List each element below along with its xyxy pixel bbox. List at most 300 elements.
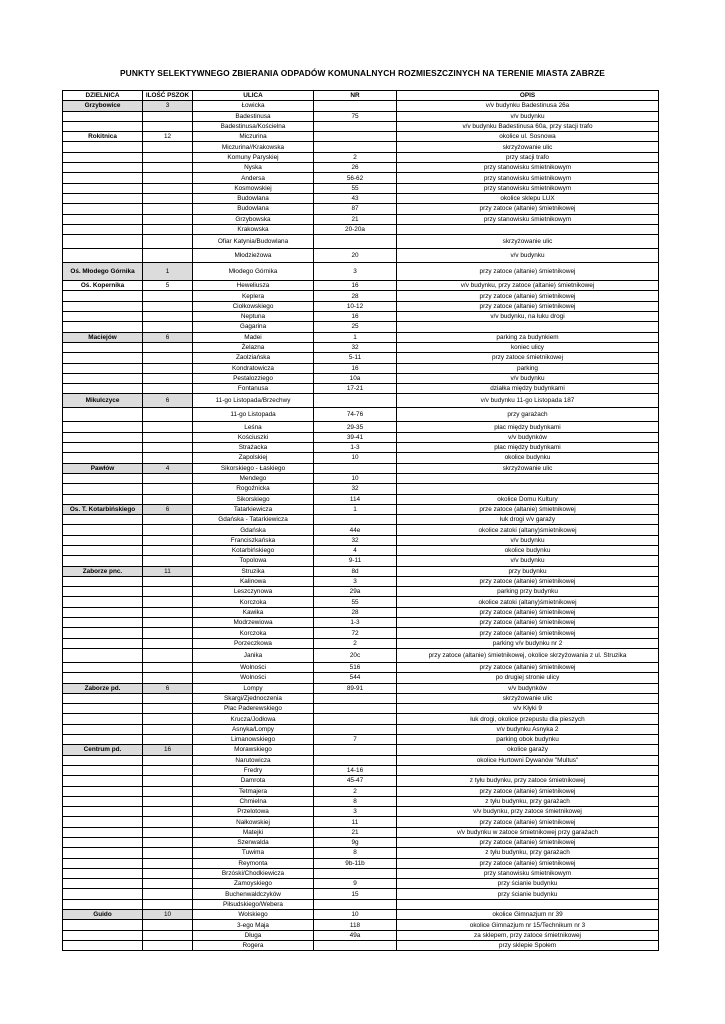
description-cell: przy zatoce (altanie) śmietnikowej (397, 618, 659, 628)
number-cell: 3 (314, 263, 397, 281)
table-row (63, 142, 659, 152)
number-cell (314, 899, 397, 909)
table-row (63, 342, 659, 352)
table-row (63, 163, 659, 173)
description-cell (397, 484, 659, 494)
number-cell (314, 755, 397, 765)
number-cell: 2 (314, 638, 397, 648)
count-cell (143, 858, 193, 868)
description-cell: skrzyżowanie ulic (397, 693, 659, 703)
number-cell: 28 (314, 607, 397, 617)
street-cell: Tuwima (193, 848, 314, 858)
number-cell: 29-35 (314, 422, 397, 432)
description-cell: przy stanowisku śmietnikowym (397, 183, 659, 193)
table-row (63, 755, 659, 765)
street-cell: Korczoka (193, 628, 314, 638)
street-cell: Mendego (193, 473, 314, 483)
number-cell (314, 724, 397, 734)
table-row (63, 838, 659, 848)
count-cell: 6 (143, 332, 193, 342)
table-row (63, 807, 659, 817)
district-cell (63, 142, 143, 152)
table-row (63, 796, 659, 806)
district-cell (63, 920, 143, 930)
count-cell (143, 525, 193, 535)
street-cell: Łowicka (193, 101, 314, 111)
number-cell: 21 (314, 827, 397, 837)
table-row (63, 101, 659, 111)
table-row (63, 173, 659, 183)
number-cell: 16 (314, 312, 397, 322)
table-row (63, 628, 659, 638)
table-row (63, 535, 659, 545)
count-cell (143, 920, 193, 930)
street-cell: Madei (193, 332, 314, 342)
count-cell (143, 724, 193, 734)
page-title: PUNKTY SELEKTYWNEGO ZBIERANIA ODPADÓW KOMUNALNYCH ROZMIESZCZINYCH NA TERENIE MIASTA ZABRZE (120, 68, 605, 78)
count-cell (143, 193, 193, 203)
district-cell (63, 858, 143, 868)
description-cell: parking obok budynku (397, 735, 659, 745)
street-cell: Struzika (193, 566, 314, 576)
street-cell: Keplera (193, 291, 314, 301)
description-cell: przy zatoce (altanie) śmietnikowej (397, 858, 659, 868)
street-cell: Nałkowskiej (193, 817, 314, 827)
description-cell (397, 224, 659, 234)
description-cell: v/v budynków (397, 432, 659, 442)
count-cell (143, 930, 193, 940)
table-row (63, 373, 659, 383)
count-cell: 4 (143, 463, 193, 473)
table-row (63, 693, 659, 703)
count-cell (143, 786, 193, 796)
number-cell: 16 (314, 363, 397, 373)
street-cell: Budowlana (193, 193, 314, 203)
street-cell: Budowlana (193, 204, 314, 214)
description-cell: przy zatoce (altanie) śmietnikowej (397, 607, 659, 617)
table-row (63, 556, 659, 566)
street-cell: Rogoźnicka (193, 484, 314, 494)
district-cell: Oś. Młodego Górnika (63, 263, 143, 281)
number-cell: 118 (314, 920, 397, 930)
count-cell (143, 587, 193, 597)
table-row (63, 363, 659, 373)
district-cell (63, 163, 143, 173)
number-cell: 3 (314, 576, 397, 586)
street-cell: Neptuna (193, 312, 314, 322)
number-cell: 10a (314, 373, 397, 383)
district-cell (63, 322, 143, 332)
street-cell: Matejki (193, 827, 314, 837)
count-cell: 3 (143, 101, 193, 111)
table-row (63, 683, 659, 693)
street-cell: Buchenwaldczyków (193, 889, 314, 899)
col-header-ilosc: ILOŚĆ PSZOK (143, 91, 193, 101)
district-cell (63, 755, 143, 765)
district-cell (63, 342, 143, 352)
district-cell: Rokitnica (63, 132, 143, 142)
number-cell: 43 (314, 193, 397, 203)
number-cell: 9 (314, 879, 397, 889)
number-cell: 20-20a (314, 224, 397, 234)
count-cell: 1 (143, 263, 193, 281)
description-cell: v/v budynku (397, 535, 659, 545)
count-cell: 6 (143, 394, 193, 408)
description-cell: v/v Kłyki 9 (397, 704, 659, 714)
count-cell (143, 142, 193, 152)
description-cell: przy zatoce (altanie) śmietnikowej (397, 786, 659, 796)
description-cell: skrzyżowanie ulic (397, 463, 659, 473)
description-cell: przy stanowisku śmietnikowym (397, 214, 659, 224)
count-cell (143, 422, 193, 432)
description-cell: v/v budynku Badestinusa 26a (397, 101, 659, 111)
count-cell (143, 556, 193, 566)
number-cell: 89-91 (314, 683, 397, 693)
district-cell (63, 422, 143, 432)
count-cell (143, 838, 193, 848)
number-cell: 44e (314, 525, 397, 535)
district-cell (63, 576, 143, 586)
table-row (63, 463, 659, 473)
count-cell (143, 693, 193, 703)
count-cell (143, 776, 193, 786)
count-cell (143, 817, 193, 827)
table-row (63, 765, 659, 775)
district-cell (63, 443, 143, 453)
street-cell: Szenwalda (193, 838, 314, 848)
district-cell (63, 899, 143, 909)
count-cell (143, 618, 193, 628)
number-cell: 15 (314, 889, 397, 899)
district-cell (63, 879, 143, 889)
street-cell: Limanowskiego (193, 735, 314, 745)
table-row (63, 263, 659, 281)
district-cell (63, 607, 143, 617)
description-cell: przy zatoce (altanie) śmietnikowej (397, 204, 659, 214)
number-cell: 55 (314, 597, 397, 607)
description-cell: z tyłu budynku, przy garażach (397, 848, 659, 858)
table-row (63, 443, 659, 453)
district-cell (63, 173, 143, 183)
number-cell (314, 132, 397, 142)
district-cell (63, 618, 143, 628)
table-row (63, 566, 659, 576)
table-row (63, 576, 659, 586)
count-cell (143, 765, 193, 775)
table-row (63, 235, 659, 249)
street-cell: Ofiar Katynia/Budowlana (193, 235, 314, 249)
count-cell (143, 224, 193, 234)
street-cell: Damrota (193, 776, 314, 786)
count-cell (143, 807, 193, 817)
count-cell (143, 291, 193, 301)
table-row (63, 432, 659, 442)
street-cell: Porzeczkowa (193, 638, 314, 648)
district-cell (63, 152, 143, 162)
description-cell: v/v budynku Badestinusa 60a, przy stacji trafo (397, 121, 659, 131)
description-cell: okolice budynku (397, 545, 659, 555)
table-row (63, 868, 659, 878)
district-cell (63, 587, 143, 597)
description-cell: przy zatoce (altanie) śmietnikowej (397, 576, 659, 586)
street-cell: Grzybowska (193, 214, 314, 224)
district-cell (63, 940, 143, 950)
street-cell: Fredry (193, 765, 314, 775)
number-cell: 10-12 (314, 301, 397, 311)
number-cell: 1-3 (314, 443, 397, 453)
district-cell (63, 291, 143, 301)
table-row (63, 183, 659, 193)
description-cell: przy zatoce (altanie) śmietnikowej (397, 662, 659, 672)
description-cell: v/v budynku (397, 111, 659, 121)
description-cell: z tyłu budynku, przy garażach (397, 796, 659, 806)
table-row (63, 473, 659, 483)
street-cell: Andersa (193, 173, 314, 183)
table-row (63, 281, 659, 291)
street-cell: Morawskiego (193, 745, 314, 755)
description-cell (397, 765, 659, 775)
street-cell: Asnyka/Lompy (193, 724, 314, 734)
count-cell (143, 848, 193, 858)
table-row (63, 515, 659, 525)
description-cell: przy zatoce śmietnikowej (397, 353, 659, 363)
street-cell: Rogera (193, 940, 314, 950)
number-cell: 20c (314, 648, 397, 662)
table-row (63, 111, 659, 121)
number-cell: 8 (314, 796, 397, 806)
table-row (63, 745, 659, 755)
description-cell: przy zatoce (altanie) śmietnikowej (397, 301, 659, 311)
table-row (63, 484, 659, 494)
district-cell: Pawłów (63, 463, 143, 473)
description-cell: v/v budynku, przy zatoce (altanie) śmietnikowej (397, 281, 659, 291)
district-cell (63, 408, 143, 422)
count-cell (143, 576, 193, 586)
street-cell: Kalinowa (193, 576, 314, 586)
district-cell (63, 121, 143, 131)
description-cell: v/v budynku, przy zatoce śmietnikowej (397, 807, 659, 817)
count-cell (143, 735, 193, 745)
count-cell (143, 607, 193, 617)
street-cell: Zapolskiej (193, 453, 314, 463)
street-cell: Sikorskiego - Łaskiego (193, 463, 314, 473)
count-cell (143, 535, 193, 545)
count-cell (143, 249, 193, 263)
description-cell: działka między budynkami (397, 384, 659, 394)
description-cell: v/v budynku w zatoce śmietnikowej przy garażach (397, 827, 659, 837)
street-cell: Skargi/Zjednoczenia (193, 693, 314, 703)
street-cell: Kawika (193, 607, 314, 617)
count-cell (143, 214, 193, 224)
count-cell (143, 879, 193, 889)
street-cell: Wolności (193, 662, 314, 672)
street-cell: Korczoka (193, 597, 314, 607)
district-cell: Centrum pd. (63, 745, 143, 755)
description-cell: okolice budynku (397, 453, 659, 463)
number-cell: 32 (314, 342, 397, 352)
description-cell: przy stanowisku śmietnikowym (397, 868, 659, 878)
street-cell: Nyska (193, 163, 314, 173)
district-cell (63, 868, 143, 878)
count-cell (143, 121, 193, 131)
table-row (63, 648, 659, 662)
number-cell (314, 940, 397, 950)
count-cell (143, 494, 193, 504)
district-cell (63, 786, 143, 796)
count-cell (143, 673, 193, 683)
number-cell: 72 (314, 628, 397, 638)
street-cell: Lompy (193, 683, 314, 693)
count-cell (143, 940, 193, 950)
number-cell (314, 235, 397, 249)
district-cell (63, 693, 143, 703)
table-row (63, 786, 659, 796)
pszok-table (62, 90, 659, 951)
count-cell (143, 322, 193, 332)
number-cell (314, 394, 397, 408)
description-cell (397, 322, 659, 332)
table-row (63, 322, 659, 332)
district-cell (63, 776, 143, 786)
table-row (63, 817, 659, 827)
table-row (63, 899, 659, 909)
count-cell (143, 868, 193, 878)
description-cell: v/v budynków (397, 683, 659, 693)
street-cell: Franciszkańska (193, 535, 314, 545)
number-cell (314, 745, 397, 755)
district-cell (63, 724, 143, 734)
district-cell (63, 515, 143, 525)
description-cell: parking za budynkiem (397, 332, 659, 342)
district-cell (63, 204, 143, 214)
col-header-ulica: ULICA (193, 91, 314, 101)
table-row (63, 714, 659, 724)
district-cell (63, 373, 143, 383)
number-cell: 4 (314, 545, 397, 555)
count-cell (143, 638, 193, 648)
count-cell (143, 889, 193, 899)
table-header-row (63, 91, 659, 101)
table-row (63, 673, 659, 683)
table-row (63, 930, 659, 940)
count-cell (143, 111, 193, 121)
district-cell (63, 662, 143, 672)
district-cell (63, 735, 143, 745)
count-cell (143, 755, 193, 765)
number-cell: 1-3 (314, 618, 397, 628)
number-cell: 49a (314, 930, 397, 940)
district-cell (63, 827, 143, 837)
count-cell: 11 (143, 566, 193, 576)
street-cell: Fontanusa (193, 384, 314, 394)
table-row (63, 301, 659, 311)
description-cell: v/v budynku (397, 556, 659, 566)
district-cell (63, 714, 143, 724)
description-cell: okolice Domu Kultury (397, 494, 659, 504)
street-cell: Młodzieżowa (193, 249, 314, 263)
street-cell: Strażacka (193, 443, 314, 453)
district-cell (63, 807, 143, 817)
description-cell: łuk drogi, okolice przepustu dla pieszych (397, 714, 659, 724)
district-cell: Zaborze pnc. (63, 566, 143, 576)
district-cell (63, 453, 143, 463)
number-cell: 16 (314, 281, 397, 291)
description-cell: łuk drogi v/v garaży (397, 515, 659, 525)
district-cell (63, 111, 143, 121)
district-cell (63, 384, 143, 394)
district-cell (63, 648, 143, 662)
count-cell (143, 473, 193, 483)
count-cell (143, 453, 193, 463)
street-cell: Komuny Paryskiej (193, 152, 314, 162)
number-cell: 87 (314, 204, 397, 214)
district-cell (63, 889, 143, 899)
street-cell: Pestalozziego (193, 373, 314, 383)
count-cell (143, 796, 193, 806)
count-cell (143, 545, 193, 555)
street-cell: Przelotowa (193, 807, 314, 817)
district-cell (63, 183, 143, 193)
street-cell: Brzóski/Chodkiewicza (193, 868, 314, 878)
count-cell (143, 628, 193, 638)
street-cell: Krucza/Jodłowa (193, 714, 314, 724)
number-cell: 75 (314, 111, 397, 121)
street-cell: 3-ego Maja (193, 920, 314, 930)
description-cell: v/v budynku (397, 373, 659, 383)
number-cell: 9b-11b (314, 858, 397, 868)
district-cell (63, 638, 143, 648)
description-cell: okolice ul. Sosnowa (397, 132, 659, 142)
table-row (63, 224, 659, 234)
district-cell: Os. T. Kotarbińskiego (63, 504, 143, 514)
number-cell (314, 515, 397, 525)
district-cell: Zaborze pd. (63, 683, 143, 693)
count-cell (143, 204, 193, 214)
number-cell (314, 101, 397, 111)
number-cell: 55 (314, 183, 397, 193)
description-cell: okolice Gimnazjum nr 39 (397, 910, 659, 920)
count-cell (143, 662, 193, 672)
table-row (63, 545, 659, 555)
table-row (63, 494, 659, 504)
district-cell (63, 817, 143, 827)
street-cell: Miczurina//Krakowska (193, 142, 314, 152)
description-cell: parking przy budynku (397, 587, 659, 597)
count-cell (143, 648, 193, 662)
street-cell: Piłsudskiego/Webera (193, 899, 314, 909)
number-cell: 9g (314, 838, 397, 848)
description-cell: okolice garaży (397, 745, 659, 755)
table-row (63, 525, 659, 535)
district-cell (63, 353, 143, 363)
number-cell: 32 (314, 484, 397, 494)
count-cell: 6 (143, 683, 193, 693)
street-cell: Młodego Górnika (193, 263, 314, 281)
table-row (63, 332, 659, 342)
description-cell: przy ścianie budynku (397, 889, 659, 899)
street-cell: Żelazna (193, 342, 314, 352)
street-cell: Wolskiego (193, 910, 314, 920)
count-cell (143, 484, 193, 494)
description-cell: parking v/v budynku nr 2 (397, 638, 659, 648)
district-cell (63, 484, 143, 494)
street-cell: Modrzewiowa (193, 618, 314, 628)
description-cell: skrzyżowanie ulic (397, 142, 659, 152)
description-cell: przy sklepie Społem (397, 940, 659, 950)
table-row (63, 638, 659, 648)
district-cell (63, 235, 143, 249)
number-cell: 2 (314, 152, 397, 162)
